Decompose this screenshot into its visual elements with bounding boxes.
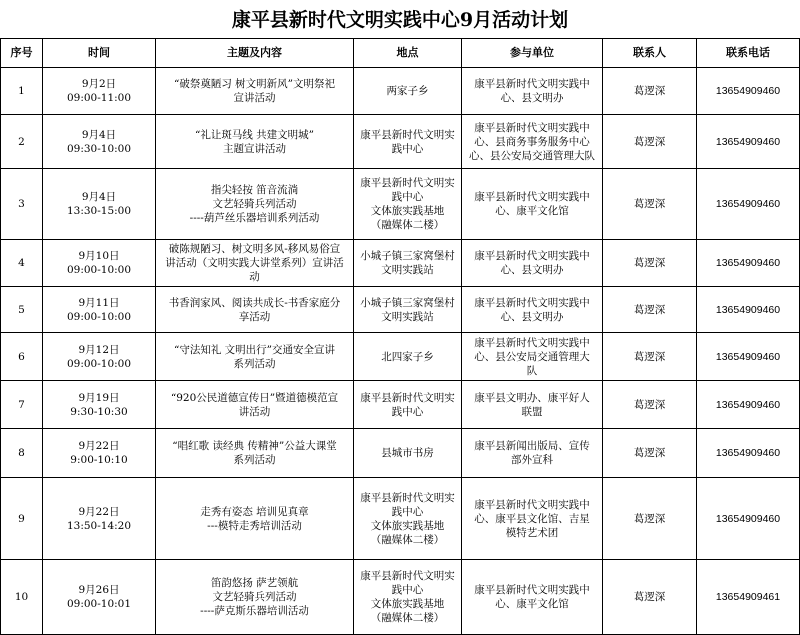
cell-time: 9月26日 09:00-10:01 <box>43 560 156 635</box>
cell-place: 小城子镇三家窝堡村 文明实践站 <box>354 240 462 287</box>
cell-time: 9月4日 13:30-15:00 <box>43 169 156 240</box>
cell-units: 康平县新时代文明实践中 心、县文明办 <box>462 287 603 333</box>
cell-units: 康平县新时代文明实践中 心、县文明办 <box>462 68 603 115</box>
cell-no: 5 <box>1 287 43 333</box>
table-row <box>1 169 800 240</box>
header-no: 序号 <box>1 39 43 68</box>
header-theme: 主题及内容 <box>156 39 354 68</box>
cell-no: 3 <box>1 169 43 240</box>
cell-no: 4 <box>1 240 43 287</box>
cell-theme: “唱红歌 读经典 传精神”公益大课堂 系列活动 <box>156 429 354 478</box>
cell-theme: “920公民道德宣传日”暨道德模范宣 讲活动 <box>156 381 354 429</box>
cell-theme: “守法知礼 文明出行”交通安全宣讲 系列活动 <box>156 333 354 381</box>
cell-contact: 葛逻深 <box>603 240 697 287</box>
page-title: 康平县新时代文明实践中心9月活动计划 <box>231 9 569 31</box>
cell-contact: 葛逻深 <box>603 287 697 333</box>
cell-contact: 葛逻深 <box>603 115 697 169</box>
cell-time: 9月4日 09:30-10:00 <box>43 115 156 169</box>
cell-time: 9月22日 9:00-10:10 <box>43 429 156 478</box>
header-place: 地点 <box>354 39 462 68</box>
cell-phone: 13654909460 <box>697 68 800 115</box>
cell-no: 2 <box>1 115 43 169</box>
cell-no: 7 <box>1 381 43 429</box>
cell-phone: 13654909460 <box>697 240 800 287</box>
cell-theme: 指尖轻按 笛音流淌 文艺轻骑兵列活动 ----葫芦丝乐器培训系列活动 <box>156 169 354 240</box>
cell-place: 康平县新时代文明实 践中心 <box>354 115 462 169</box>
cell-units: 康平县新时代文明实践中 心、县商务事务服务中心 心、县公安局交通管理大队 <box>462 115 603 169</box>
cell-place: 康平县新时代文明实 践中心 <box>354 381 462 429</box>
cell-phone: 13654909461 <box>697 560 800 635</box>
cell-contact: 葛逻深 <box>603 333 697 381</box>
cell-phone: 13654909460 <box>697 287 800 333</box>
cell-theme: 破陈规陋习、树文明多风-移风易俗宣 讲活动（文明实践大讲堂系列）宣讲活 动 <box>156 240 354 287</box>
cell-contact: 葛逻深 <box>603 560 697 635</box>
cell-contact: 葛逻深 <box>603 169 697 240</box>
header-row <box>1 39 800 68</box>
table-row <box>1 429 800 478</box>
cell-units: 康平县新时代文明实践中 心、县公安局交通管理大 队 <box>462 333 603 381</box>
cell-phone: 13654909460 <box>697 478 800 560</box>
cell-phone: 13654909460 <box>697 381 800 429</box>
cell-units: 康平县新时代文明实践中 心、县文明办 <box>462 240 603 287</box>
table-row <box>1 478 800 560</box>
cell-no: 6 <box>1 333 43 381</box>
cell-units: 康平县新时代文明实践中 心、康平文化馆 <box>462 169 603 240</box>
table-row <box>1 240 800 287</box>
cell-units: 康平县新闻出版局、宣传 部外宣科 <box>462 429 603 478</box>
cell-phone: 13654909460 <box>697 169 800 240</box>
cell-time: 9月11日 09:00-10:00 <box>43 287 156 333</box>
cell-time: 9月10日 09:00-10:00 <box>43 240 156 287</box>
cell-contact: 葛逻深 <box>603 478 697 560</box>
table-row <box>1 560 800 635</box>
cell-no: 8 <box>1 429 43 478</box>
cell-theme: “礼让斑马线 共建文明城” 主题宣讲活动 <box>156 115 354 169</box>
cell-phone: 13654909460 <box>697 333 800 381</box>
cell-place: 北四家子乡 <box>354 333 462 381</box>
cell-place: 康平县新时代文明实 践中心 文体旅实践基地 （融媒体二楼） <box>354 560 462 635</box>
cell-no: 1 <box>1 68 43 115</box>
cell-place: 县城市书房 <box>354 429 462 478</box>
cell-no: 10 <box>1 560 43 635</box>
cell-theme: 走秀有姿态 培训见真章 ---模特走秀培训活动 <box>156 478 354 560</box>
cell-contact: 葛逻深 <box>603 381 697 429</box>
cell-theme: 笛韵悠扬 萨艺领航 文艺轻骑兵列活动 ----萨克斯乐器培训活动 <box>156 560 354 635</box>
header-contact: 联系人 <box>603 39 697 68</box>
cell-phone: 13654909460 <box>697 429 800 478</box>
cell-place: 康平县新时代文明实 践中心 文体旅实践基地 （融媒体二楼） <box>354 478 462 560</box>
header-units: 参与单位 <box>462 39 603 68</box>
cell-theme: 书香润家风、阅读共成长-书香家庭分 享活动 <box>156 287 354 333</box>
table-row <box>1 381 800 429</box>
table-row <box>1 333 800 381</box>
cell-contact: 葛逻深 <box>603 68 697 115</box>
cell-theme: “破祭奠陋习 树文明新风”文明祭祀 宣讲活动 <box>156 68 354 115</box>
cell-place: 小城子镇三家窝堡村 文明实践站 <box>354 287 462 333</box>
cell-phone: 13654909460 <box>697 115 800 169</box>
cell-time: 9月22日 13:50-14:20 <box>43 478 156 560</box>
cell-units: 康平县文明办、康平好人 联盟 <box>462 381 603 429</box>
activity-table <box>0 38 800 635</box>
cell-time: 9月2日 09:00-11:00 <box>43 68 156 115</box>
cell-units: 康平县新时代文明实践中 心、康平文化馆 <box>462 560 603 635</box>
table-row <box>1 115 800 169</box>
cell-no: 9 <box>1 478 43 560</box>
cell-time: 9月19日 9:30-10:30 <box>43 381 156 429</box>
header-phone: 联系电话 <box>697 39 800 68</box>
cell-place: 康平县新时代文明实 践中心 文体旅实践基地 （融媒体二楼） <box>354 169 462 240</box>
cell-time: 9月12日 09:00-10:00 <box>43 333 156 381</box>
table-row <box>1 287 800 333</box>
cell-contact: 葛逻深 <box>603 429 697 478</box>
table-row <box>1 68 800 115</box>
cell-place: 两家子乡 <box>354 68 462 115</box>
header-time: 时间 <box>43 39 156 68</box>
cell-units: 康平县新时代文明实践中 心、康平县文化馆、吉星 模特艺术团 <box>462 478 603 560</box>
